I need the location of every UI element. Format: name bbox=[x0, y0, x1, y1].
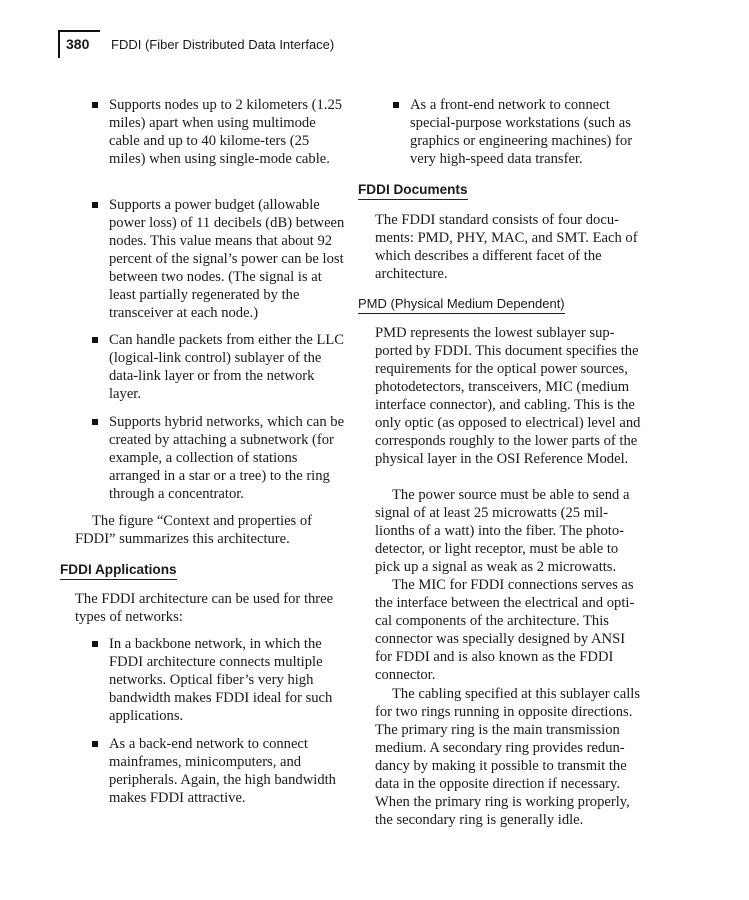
subsection-heading-pmd: PMD (Physical Medium Dependent) bbox=[358, 296, 565, 314]
bullet-square-icon bbox=[393, 102, 399, 108]
bullet-text: In a backbone network, in which the FDDI architecture connects multiple networks. Optical fiber’s very high bandwidth makes FDDI ideal for such applications. bbox=[109, 636, 333, 724]
bullet-square-icon bbox=[92, 337, 98, 343]
documents-paragraph: The FDDI standard consists of four docu-ments: PMD, PHY, MAC, and SMT. Each of which describes a different facet of the architecture. bbox=[375, 212, 638, 282]
bullet-square-icon bbox=[92, 202, 98, 208]
running-title: FDDI (Fiber Distributed Data Interface) bbox=[111, 37, 335, 52]
section-heading-documents: FDDI Documents bbox=[358, 181, 468, 200]
bullet-text: Can handle packets from either the LLC (logical-link control) sublayer of the data-link layer or from the network layer. bbox=[109, 332, 345, 402]
bullet-square-icon bbox=[92, 741, 98, 747]
header-rule-vertical bbox=[58, 30, 60, 58]
bullet-text: Supports nodes up to 2 kilometers (1.25 miles) apart when using multimode cable and up to 40 kilome-ters (25 miles) when using single-mode cable. bbox=[109, 97, 343, 167]
applications-intro: The FDDI architecture can be used for three types of networks: bbox=[75, 591, 334, 625]
bullet-text: Supports hybrid networks, which can be created by attaching a subnetwork (for example, a collection of stations arranged in a star or a tree) to the ring through a concentrator. bbox=[109, 414, 345, 502]
bullet-square-icon bbox=[92, 419, 98, 425]
pmd-paragraph-3: The MIC for FDDI connections serves as the interface between the electrical and opti-cal components of the architecture. This connector was specially designed by ANSI for FDDI and is also known as the FDDI connector. bbox=[375, 577, 635, 683]
bullet-square-icon bbox=[92, 102, 98, 108]
section-heading-applications: FDDI Applications bbox=[60, 561, 177, 580]
summary-paragraph: The figure “Context and properties of FDDI” summarizes this architecture. bbox=[75, 513, 313, 547]
bullet-text: As a back-end network to connect mainframes, minicomputers, and peripherals. Again, the high bandwidth makes FDDI attractive. bbox=[109, 736, 336, 806]
pmd-paragraph-4: The cabling specified at this sublayer calls for two rings running in opposite directions. The primary ring is the main transmission medium. A secondary ring provides redun-dancy by making it possible to transmit the data in the opposite direction if necessary. When the primary ring is working properly, the secondary ring is generally idle. bbox=[375, 686, 641, 828]
pmd-paragraph-1: PMD represents the lowest sublayer sup-ported by FDDI. This document specifies the requirements for the optical power sources, photodetectors, transceivers, MIC (medium interface connector), and cabling. This is the only optic (as opposed to electrical) level and corresponds roughly to the lower parts of the physical layer in the OSI Reference Model. bbox=[375, 325, 641, 467]
page-number: 380 bbox=[66, 36, 90, 52]
bullet-square-icon bbox=[92, 641, 98, 647]
bullet-text: Supports a power budget (allowable power loss) of 11 decibels (dB) between nodes. This value means that about 92 percent of the signal’s power can be lost between two nodes. (The signal is at least partially regenerated by the transceiver at each node.) bbox=[109, 197, 345, 321]
bullet-text: As a front-end network to connect special-purpose workstations (such as graphics or engineering machines) for very high-speed data transfer. bbox=[410, 97, 633, 167]
page-header bbox=[58, 30, 718, 58]
pmd-paragraph-2: The power source must be able to send a signal of at least 25 microwatts (25 mil-lionths of a watt) into the fiber. The photo-detector, or light receptor, must be able to pick up a signal as weak as 2 microwatts. bbox=[375, 487, 630, 575]
header-rule-horizontal bbox=[58, 30, 100, 32]
